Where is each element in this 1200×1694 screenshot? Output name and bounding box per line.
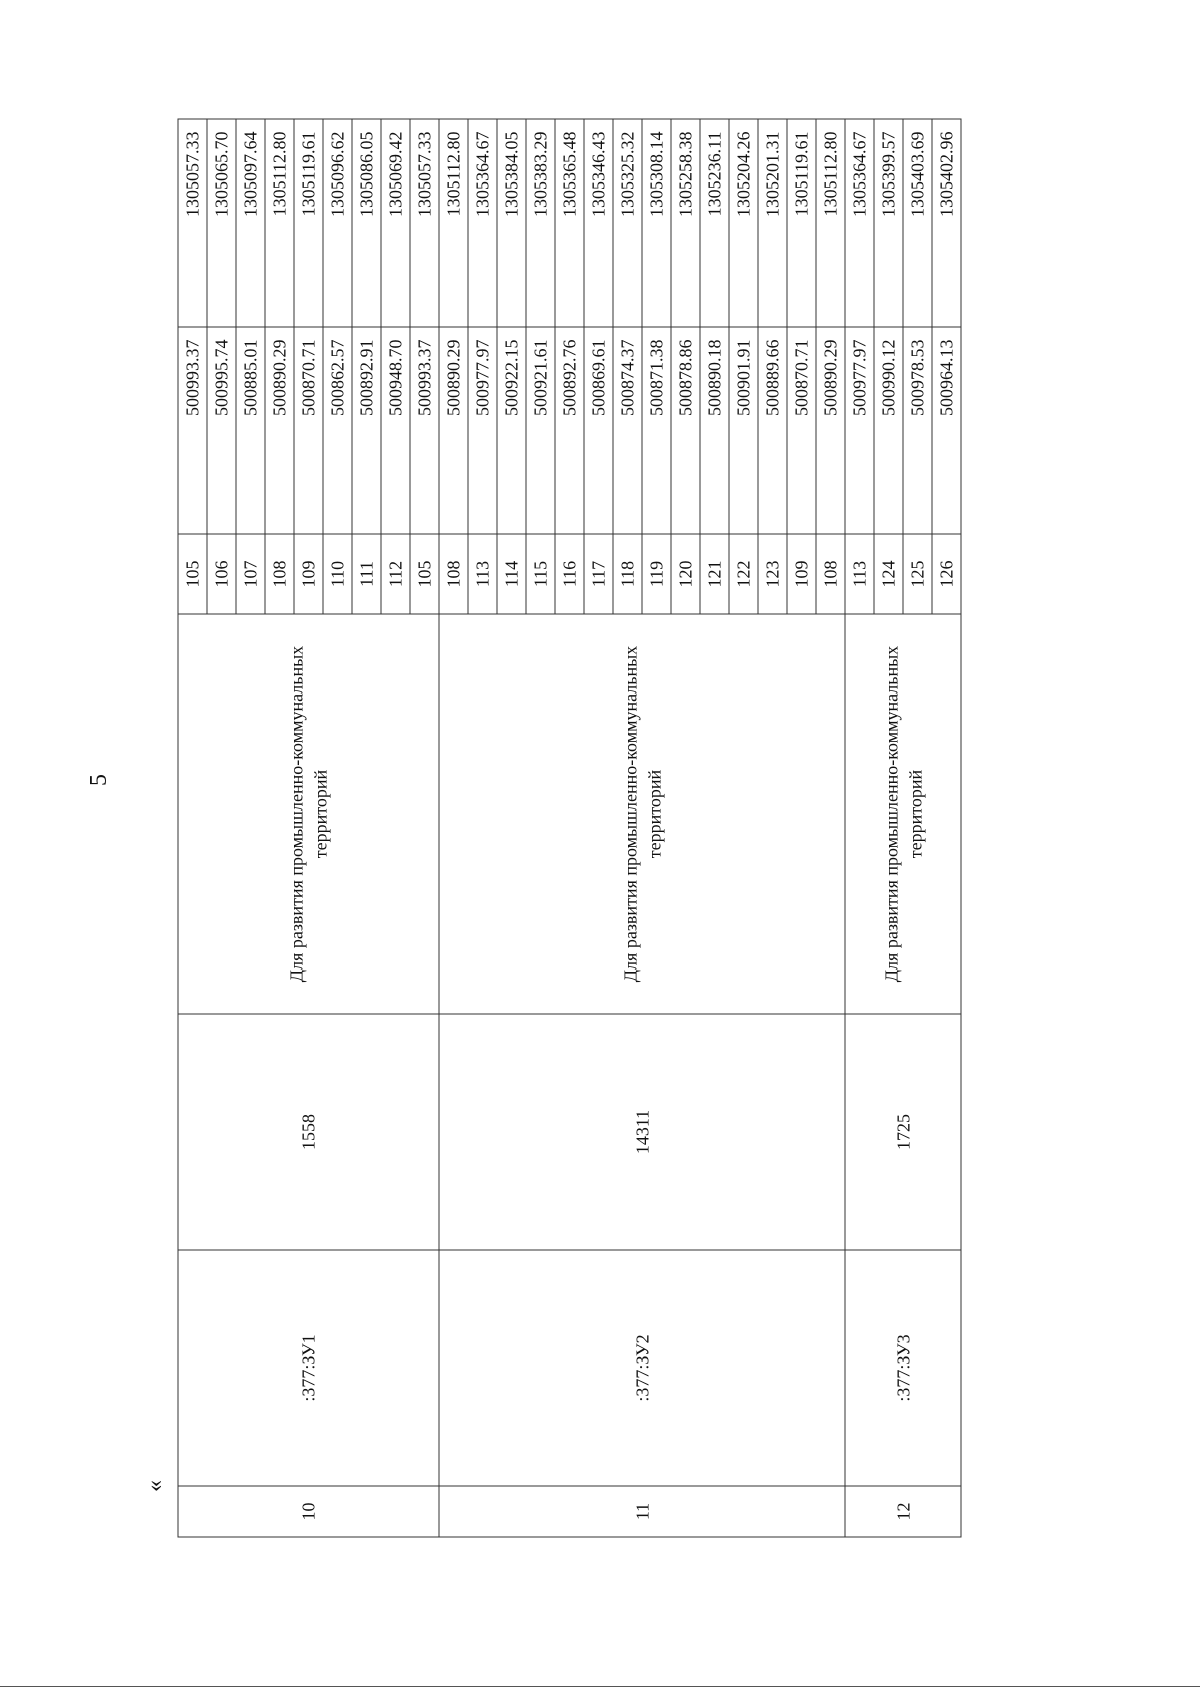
point-number-cell: 105: [410, 534, 439, 614]
coordinates-table-wrapper: [178, 119, 1071, 1537]
parcel-id-cell: :377:ЗУ2: [439, 1250, 845, 1486]
x-coordinate-cell: 500948.70: [381, 327, 410, 534]
row-number-cell: 12: [845, 1486, 961, 1537]
x-coordinate-cell: 500890.29: [816, 327, 845, 534]
x-coordinate-cell: 500890.18: [700, 327, 729, 534]
x-coordinate-cell: 500995.74: [207, 327, 236, 534]
x-coordinate-cell: 500993.37: [178, 327, 207, 534]
x-coordinate-cell: 500874.37: [613, 327, 642, 534]
y-coordinate-cell: 1305057.33: [178, 119, 207, 327]
y-coordinate-cell: 1305057.33: [410, 119, 439, 327]
y-coordinate-cell: 1305308.14: [642, 119, 671, 327]
x-coordinate-cell: 500978.53: [903, 327, 932, 534]
area-cell: 1558: [178, 1014, 439, 1250]
point-number-cell: 123: [758, 534, 787, 614]
parcel-id-cell: :377:ЗУ3: [845, 1250, 961, 1486]
parcel-id-cell: :377:ЗУ1: [178, 1250, 439, 1486]
y-coordinate-cell: 1305402.96: [932, 119, 961, 327]
page-number: 5: [86, 774, 112, 786]
x-coordinate-cell: 500871.38: [642, 327, 671, 534]
point-number-cell: 126: [932, 534, 961, 614]
y-coordinate-cell: 1305364.67: [468, 119, 497, 327]
x-coordinate-cell: 500922.15: [497, 327, 526, 534]
point-number-cell: 108: [816, 534, 845, 614]
y-coordinate-cell: 1305399.57: [874, 119, 903, 327]
x-coordinate-cell: 500890.29: [265, 327, 294, 534]
point-number-cell: 117: [584, 534, 613, 614]
y-coordinate-cell: 1305097.64: [236, 119, 265, 327]
point-number-cell: 110: [323, 534, 352, 614]
point-number-cell: 125: [903, 534, 932, 614]
x-coordinate-cell: 500870.71: [294, 327, 323, 534]
x-coordinate-cell: 500901.91: [729, 327, 758, 534]
point-number-cell: 109: [787, 534, 816, 614]
point-number-cell: 106: [207, 534, 236, 614]
point-number-cell: 114: [497, 534, 526, 614]
x-coordinate-cell: 500890.29: [439, 327, 468, 534]
table-row: [178, 119, 207, 1537]
purpose-cell: Для развития промышленно-коммунальных территорий: [178, 614, 439, 1014]
y-coordinate-cell: 1305112.80: [265, 119, 294, 327]
opening-quote-mark: «: [142, 1480, 168, 1492]
x-coordinate-cell: 500892.91: [352, 327, 381, 534]
table-row: [845, 119, 874, 1537]
bottom-rule: [0, 1686, 1200, 1687]
table-row: [439, 119, 468, 1537]
row-number-cell: 10: [178, 1486, 439, 1537]
point-number-cell: 115: [526, 534, 555, 614]
y-coordinate-cell: 1305403.69: [903, 119, 932, 327]
x-coordinate-cell: 500885.01: [236, 327, 265, 534]
x-coordinate-cell: 500977.97: [468, 327, 497, 534]
point-number-cell: 105: [178, 534, 207, 614]
point-number-cell: 124: [874, 534, 903, 614]
point-number-cell: 116: [555, 534, 584, 614]
y-coordinate-cell: 1305258.38: [671, 119, 700, 327]
y-coordinate-cell: 1305365.48: [555, 119, 584, 327]
x-coordinate-cell: 500892.76: [555, 327, 584, 534]
point-number-cell: 111: [352, 534, 381, 614]
coordinates-table: [178, 118, 962, 1537]
x-coordinate-cell: 500870.71: [787, 327, 816, 534]
purpose-cell: Для развития промышленно-коммунальных территорий: [439, 614, 845, 1014]
y-coordinate-cell: 1305201.31: [758, 119, 787, 327]
y-coordinate-cell: 1305069.42: [381, 119, 410, 327]
area-cell: 14311: [439, 1014, 845, 1250]
x-coordinate-cell: 500869.61: [584, 327, 613, 534]
y-coordinate-cell: 1305119.61: [787, 119, 816, 327]
x-coordinate-cell: 500977.97: [845, 327, 874, 534]
x-coordinate-cell: 500993.37: [410, 327, 439, 534]
y-coordinate-cell: 1305346.43: [584, 119, 613, 327]
x-coordinate-cell: 500889.66: [758, 327, 787, 534]
y-coordinate-cell: 1305383.29: [526, 119, 555, 327]
y-coordinate-cell: 1305325.32: [613, 119, 642, 327]
point-number-cell: 108: [439, 534, 468, 614]
point-number-cell: 108: [265, 534, 294, 614]
point-number-cell: 107: [236, 534, 265, 614]
x-coordinate-cell: 500862.57: [323, 327, 352, 534]
y-coordinate-cell: 1305119.61: [294, 119, 323, 327]
point-number-cell: 113: [468, 534, 497, 614]
purpose-cell: Для развития промышленно-коммунальных территорий: [845, 614, 961, 1014]
y-coordinate-cell: 1305364.67: [845, 119, 874, 327]
point-number-cell: 109: [294, 534, 323, 614]
point-number-cell: 112: [381, 534, 410, 614]
y-coordinate-cell: 1305204.26: [729, 119, 758, 327]
y-coordinate-cell: 1305112.80: [439, 119, 468, 327]
area-cell: 1725: [845, 1014, 961, 1250]
point-number-cell: 119: [642, 534, 671, 614]
x-coordinate-cell: 500964.13: [932, 327, 961, 534]
y-coordinate-cell: 1305112.80: [816, 119, 845, 327]
y-coordinate-cell: 1305384.05: [497, 119, 526, 327]
y-coordinate-cell: 1305086.05: [352, 119, 381, 327]
point-number-cell: 120: [671, 534, 700, 614]
point-number-cell: 113: [845, 534, 874, 614]
point-number-cell: 118: [613, 534, 642, 614]
x-coordinate-cell: 500878.86: [671, 327, 700, 534]
y-coordinate-cell: 1305236.11: [700, 119, 729, 327]
x-coordinate-cell: 500990.12: [874, 327, 903, 534]
point-number-cell: 122: [729, 534, 758, 614]
row-number-cell: 11: [439, 1486, 845, 1537]
point-number-cell: 121: [700, 534, 729, 614]
x-coordinate-cell: 500921.61: [526, 327, 555, 534]
y-coordinate-cell: 1305096.62: [323, 119, 352, 327]
y-coordinate-cell: 1305065.70: [207, 119, 236, 327]
